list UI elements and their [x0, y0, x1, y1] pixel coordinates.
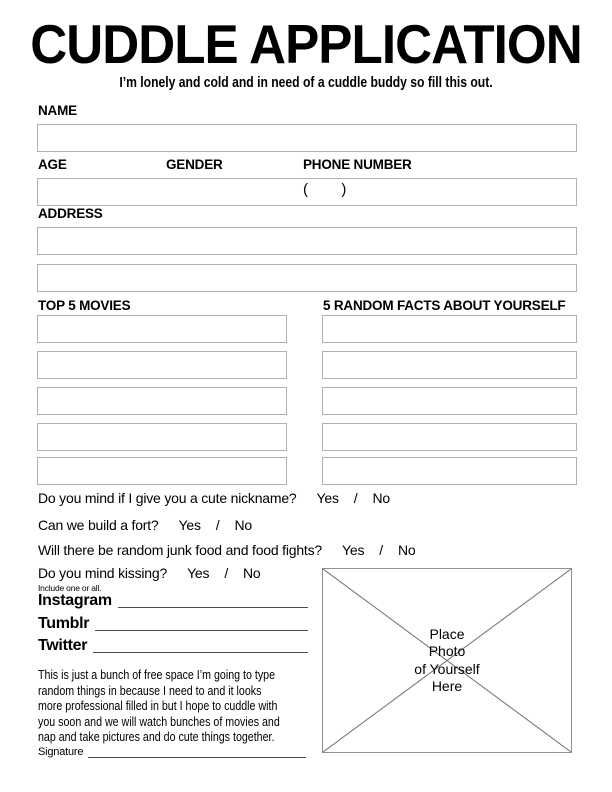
- fact-input-1[interactable]: [322, 315, 577, 343]
- yes-no-separator: /: [224, 565, 229, 581]
- free-space-paragraph: [38, 667, 280, 745]
- tumblr-fill-line[interactable]: [95, 630, 308, 631]
- signature-fill-line[interactable]: [88, 757, 306, 758]
- movie-input-5[interactable]: [37, 457, 287, 485]
- tumblr-row: [38, 616, 308, 632]
- instagram-fill-line[interactable]: [118, 607, 308, 608]
- fact-input-3[interactable]: [322, 387, 577, 415]
- no-option[interactable]: No: [243, 565, 261, 581]
- twitter-label: Twitter: [38, 637, 88, 654]
- instagram-row: [38, 593, 308, 609]
- random-facts-label: 5 RANDOM FACTS ABOUT YOURSELF: [323, 298, 566, 313]
- address-label: ADDRESS: [38, 206, 103, 221]
- no-option[interactable]: No: [234, 517, 252, 533]
- paragraph-line: random things in because I need to and it looks: [38, 682, 262, 698]
- top-5-movies-label: TOP 5 MOVIES: [38, 298, 131, 313]
- movie-input-4[interactable]: [37, 423, 287, 451]
- movie-input-2[interactable]: [37, 351, 287, 379]
- address-input-line-1[interactable]: [37, 227, 577, 255]
- name-input[interactable]: [37, 124, 577, 152]
- yes-option[interactable]: Yes: [316, 490, 339, 506]
- form-subtitle: I’m lonely and cold and in need of a cuddle buddy so fill this out.: [119, 74, 493, 91]
- tumblr-label: Tumblr: [38, 615, 90, 632]
- twitter-row: [38, 638, 308, 654]
- yes-option[interactable]: Yes: [178, 517, 201, 533]
- fact-input-2[interactable]: [322, 351, 577, 379]
- name-label: NAME: [38, 103, 77, 118]
- no-option[interactable]: No: [372, 490, 390, 506]
- age-label: AGE: [38, 157, 67, 172]
- photo-instructions: [323, 569, 571, 752]
- paragraph-line: you soon and we will watch bunches of movies and: [38, 713, 280, 729]
- question-fort: [38, 517, 252, 533]
- question-nickname: [38, 490, 390, 506]
- yes-no-separator: /: [215, 517, 220, 533]
- movie-input-3[interactable]: [37, 387, 287, 415]
- yes-no-separator: /: [353, 490, 358, 506]
- movie-input-1[interactable]: [37, 315, 287, 343]
- twitter-fill-line[interactable]: [93, 652, 308, 653]
- photo-instruction-line: of Yourself: [414, 660, 480, 677]
- question-text: Do you mind kissing?: [38, 565, 168, 581]
- yes-option[interactable]: Yes: [342, 542, 365, 558]
- include-one-or-all-note: Include one or all.: [38, 583, 102, 593]
- signature-label: Signature: [38, 746, 84, 758]
- question-text: Can we build a fort?: [38, 517, 159, 533]
- fact-input-4[interactable]: [322, 423, 577, 451]
- question-text: Will there be random junk food and food fights?: [38, 542, 322, 558]
- paragraph-line: more professional filled in but I hope to cuddle with: [38, 698, 278, 714]
- gender-label: GENDER: [166, 157, 223, 172]
- photo-placeholder[interactable]: [322, 568, 572, 753]
- paragraph-line: This is just a bunch of free space I’m going to type: [38, 667, 276, 682]
- fact-input-5[interactable]: [322, 457, 577, 485]
- signature-row: [38, 745, 306, 759]
- phone-number-label: PHONE NUMBER: [303, 157, 412, 172]
- question-junk-food: [38, 542, 415, 558]
- yes-option[interactable]: Yes: [187, 565, 210, 581]
- instagram-label: Instagram: [38, 592, 112, 609]
- paragraph-line: nap and take pictures and do cute things together.: [38, 729, 275, 745]
- photo-instruction-line: Photo: [428, 643, 466, 659]
- photo-instruction-line: Place: [429, 625, 465, 642]
- no-option[interactable]: No: [397, 542, 416, 558]
- question-text: Do you mind if I give you a cute nickname?: [38, 490, 297, 506]
- phone-area-code-hint: ( ): [303, 181, 347, 198]
- form-title: CUDDLE APPLICATION: [30, 13, 582, 75]
- yes-no-separator: /: [379, 542, 383, 558]
- question-kissing: [38, 565, 261, 581]
- photo-instruction-line: Here: [431, 678, 463, 694]
- address-input-line-2[interactable]: [37, 264, 577, 292]
